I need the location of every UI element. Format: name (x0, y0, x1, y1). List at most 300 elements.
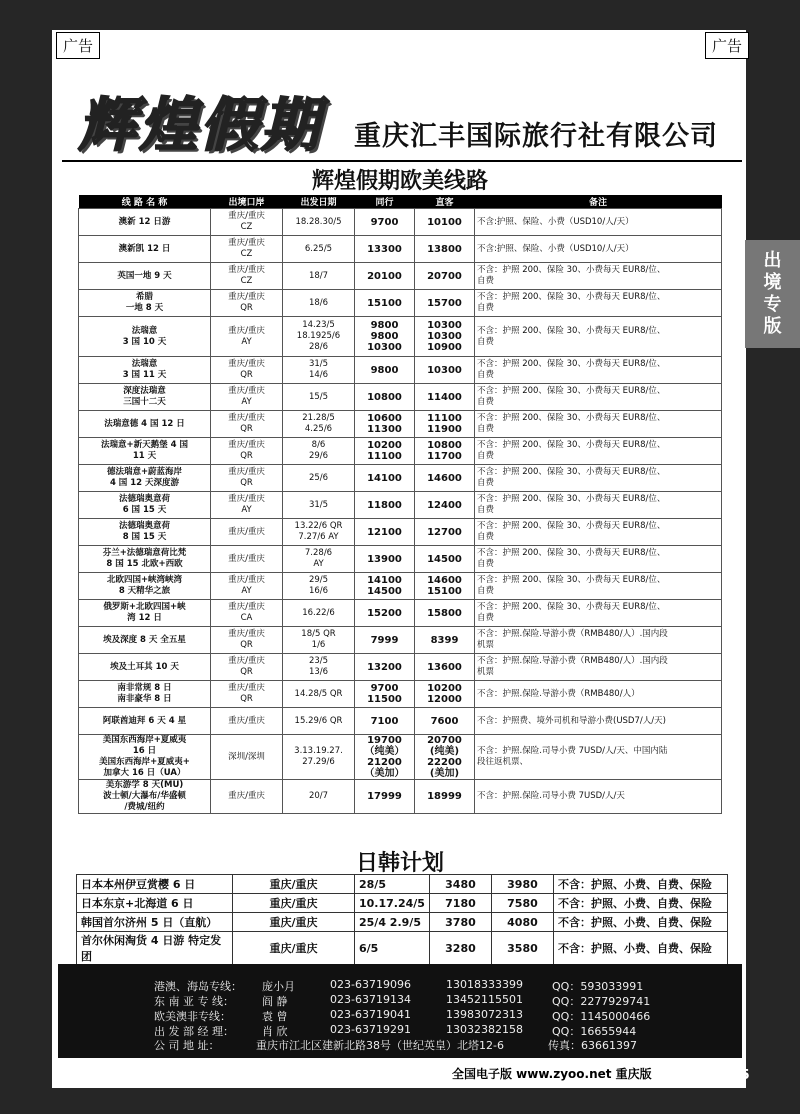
address-row (58, 1037, 742, 1053)
note-line: 不含：护照 200、保险 30、小费每天 EUR8/位、 (477, 548, 666, 558)
cell-peer (355, 290, 415, 317)
cell-dates (283, 573, 355, 600)
port-line: 重庆/重庆 (228, 602, 265, 612)
side-tab-char: 版 (763, 316, 782, 337)
route-line: 芬兰+法德瑞意荷比梵 (102, 548, 187, 558)
col-header-dates: 出发日期 (283, 195, 355, 209)
note-line: 不含：护照 200、保险 30、小费每天 EUR8/位、 (477, 440, 666, 450)
note-line: 自费 (477, 505, 495, 515)
cell-peer (355, 573, 415, 600)
cell-port (211, 357, 283, 384)
table-row (79, 573, 722, 600)
port-line: QR (240, 451, 253, 461)
table-row (79, 519, 722, 546)
port-line: 重庆/重庆 (228, 211, 265, 221)
cell-direct (415, 681, 475, 708)
route-line: 8 国 15 天 (122, 532, 167, 542)
peer-line: 9800 (370, 331, 399, 342)
direct-line: 11100 (427, 413, 462, 424)
side-tab-char: 出 (763, 250, 782, 271)
table-row (77, 932, 728, 965)
cell-port (211, 263, 283, 290)
cell-note (475, 290, 722, 317)
cell-peer (355, 465, 415, 492)
address-value: 重庆市江北区建新北路38号（世纪英皇）北塔12-6 (256, 1039, 504, 1052)
cell-route (79, 519, 211, 546)
dates-line: 7.28/6 (304, 548, 333, 558)
cell-dates (283, 465, 355, 492)
port-line: 重庆/重庆 (228, 494, 265, 504)
cell-direct (415, 546, 475, 573)
port-line: 深圳/深圳 (228, 751, 265, 762)
contact-mobile: 13018333399 (446, 978, 523, 991)
cell-port (211, 492, 283, 519)
direct-line: 12000 (427, 694, 462, 705)
jk-table-body (77, 875, 728, 965)
port-line: 重庆/重庆 (228, 265, 265, 275)
note-line: 机票 (477, 667, 495, 677)
cell-route (79, 627, 211, 654)
table-row (79, 384, 722, 411)
route-line: 一地 8 天 (125, 303, 164, 313)
note-line: 不含:护照、保险、小费（USD10/人/天） (477, 216, 634, 227)
euro-section-title: 辉煌假期欧美线路 (311, 169, 488, 194)
table-row (79, 263, 722, 290)
cell-route: 首尔休闲淘货 4 日游 特定发团 (77, 932, 233, 965)
route-line: 南非常规 8 日 (117, 683, 172, 693)
route-line: 加拿大 16 日（UA） (103, 768, 186, 778)
route-line: 深度法瑞意 (123, 386, 166, 396)
cell-peer (355, 780, 415, 814)
port-line: 重庆/重庆 (228, 413, 265, 423)
contact-line: 欧美澳非专线： (154, 1010, 231, 1023)
contact-row (58, 993, 742, 1009)
cell-dates (283, 209, 355, 236)
col-header-note: 备注 (475, 195, 722, 209)
contact-panel (58, 964, 742, 1058)
contact-name: 庞小月 (262, 980, 295, 993)
route-line: 埃及土耳其 10 天 (110, 661, 179, 672)
cell-direct (415, 465, 475, 492)
jk-routes-table (76, 874, 728, 965)
peer-line: 15100 (367, 297, 402, 309)
note-line: 不含：护照 200、保险 30、小费每天 EUR8/位、 (477, 325, 666, 336)
cell-dates (283, 708, 355, 735)
contact-phone: 023-63719041 (330, 1008, 411, 1021)
note-line: 不含：护照.保险.导游小费（RMB480/人） (477, 688, 640, 699)
cell-route (79, 411, 211, 438)
fax-number: 传真：63661397 (548, 1039, 637, 1052)
route-line: 6 国 15 天 (122, 505, 167, 515)
cell-route (79, 780, 211, 814)
direct-line: 10800 (427, 440, 462, 451)
direct-line: 10100 (427, 216, 462, 228)
table-row (79, 654, 722, 681)
cell-peer (355, 546, 415, 573)
cell-direct (415, 317, 475, 357)
euro-routes-table (78, 195, 722, 814)
cell-port (211, 236, 283, 263)
dates-line: 16.22/6 (302, 607, 335, 618)
cell-port (211, 411, 283, 438)
brand-logo: 辉煌假期 (78, 91, 323, 159)
cell-note (475, 654, 722, 681)
peer-line: 11100 (367, 451, 402, 462)
direct-line: 14600 (427, 575, 462, 586)
peer-line: 14500 (367, 586, 402, 597)
note-line: 不含：护照 200、保险 30、小费每天 EUR8/位、 (477, 602, 666, 612)
route-line: 3 国 10 天 (122, 336, 167, 347)
route-line: 俄罗斯+北欧四国+峡 (103, 602, 186, 612)
cell-direct: 3580 (491, 932, 553, 965)
route-line: 法瑞意 (131, 359, 158, 369)
cell-note (475, 317, 722, 357)
peer-line: 13300 (367, 243, 402, 255)
cell-route (79, 384, 211, 411)
peer-line: 14100 (367, 575, 402, 586)
peer-line: 9800 (370, 364, 399, 376)
table-row (79, 627, 722, 654)
note-line: 自费 (477, 397, 495, 407)
cell-peer (355, 735, 415, 780)
table-row (79, 290, 722, 317)
note-line: 不含：护照.保险.司导小费 7USD/人/天 (477, 791, 625, 801)
address-label: 公 司 地 址： (154, 1039, 220, 1052)
direct-line: 22200 (427, 757, 462, 768)
route-line: 南非豪华 8 日 (117, 694, 172, 704)
jk-section-title: 日韩计划 (355, 851, 444, 876)
note-line: 不含：护照 200、保险 30、小费每天 EUR8/位、 (477, 467, 666, 477)
note-line: 机票 (477, 640, 495, 650)
cell-peer (355, 317, 415, 357)
cell-dates (283, 654, 355, 681)
col-header-port: 出境口岸 (211, 195, 283, 209)
direct-line: 10300 (427, 364, 462, 376)
cell-peer: 3480 (429, 875, 491, 894)
note-line: 段往返机票、 (477, 757, 529, 767)
cell-route (79, 263, 211, 290)
port-line: QR (240, 694, 253, 704)
cell-port (211, 627, 283, 654)
port-line: CZ (240, 222, 253, 232)
route-line: 波士顿/大瀑布/华盛顿 (103, 791, 186, 801)
contact-mobile: 13452115501 (446, 993, 523, 1006)
table-row (79, 357, 722, 384)
dates-line: 18.1925/6 (296, 331, 341, 341)
table-header-row (79, 195, 722, 209)
cell-port (211, 465, 283, 492)
cell-dates (283, 384, 355, 411)
direct-line: 15800 (427, 607, 462, 619)
direct-line: 18999 (427, 791, 462, 802)
cell-dates (283, 780, 355, 814)
table-row (79, 236, 722, 263)
cell-dates (283, 600, 355, 627)
company-name: 重庆汇丰国际旅行社有限公司 (354, 121, 718, 152)
dates-line: 16/6 (308, 586, 329, 596)
cell-route (79, 681, 211, 708)
route-line: 11 天 (132, 451, 157, 461)
cell-note (475, 209, 722, 236)
cell-route (79, 573, 211, 600)
cell-note (475, 465, 722, 492)
contact-qq: QQ：2277929741 (552, 995, 651, 1008)
cell-route (79, 465, 211, 492)
port-line: QR (240, 640, 253, 650)
cell-peer: 7180 (429, 894, 491, 913)
table-row (79, 209, 722, 236)
peer-line: 9800 (370, 320, 399, 331)
col-header-route: 线 路 名 称 (79, 195, 211, 209)
route-line: 8 天精华之旅 (118, 586, 171, 596)
cell-peer (355, 492, 415, 519)
cell-port (211, 384, 283, 411)
port-line: 重庆/重庆 (228, 715, 265, 726)
cell-dates: 28/5 (355, 875, 430, 894)
note-line: 自费 (477, 586, 495, 596)
cell-peer (355, 438, 415, 465)
note-line: 不含：护照费、境外司机和导游小费(USD7/人/天) (477, 715, 666, 726)
port-line: 重庆/重庆 (228, 629, 265, 639)
cell-dates (283, 317, 355, 357)
route-line: 希腊 (135, 292, 153, 302)
cell-direct (415, 600, 475, 627)
dates-line: 1/6 (311, 640, 326, 650)
cell-direct (415, 735, 475, 780)
peer-line: 7100 (370, 715, 399, 727)
dates-line: 20/7 (308, 791, 329, 801)
direct-line: 13800 (427, 243, 462, 255)
cell-note (475, 492, 722, 519)
peer-line: （美加） (364, 768, 405, 779)
route-line: 法瑞意德 4 国 12 日 (104, 418, 185, 429)
direct-line: 11700 (427, 451, 462, 462)
note-line: 不含：护照 200、保险 30、小费每天 EUR8/位、 (477, 359, 666, 369)
cell-dates (283, 290, 355, 317)
cell-peer (355, 263, 415, 290)
peer-line: 11500 (367, 694, 402, 705)
dates-line: 31/5 (308, 359, 329, 369)
cell-direct (415, 438, 475, 465)
contact-line: 出 发 部 经 理： (154, 1025, 234, 1038)
note-line: 自费 (477, 478, 495, 488)
cell-dates (283, 519, 355, 546)
note-line: 自费 (477, 532, 495, 542)
table-row (77, 913, 728, 932)
cell-direct (415, 236, 475, 263)
side-tab-char: 专 (763, 294, 782, 315)
port-line: AY (241, 397, 252, 407)
cell-note (475, 411, 722, 438)
dates-line: 29/5 (308, 575, 329, 585)
cell-direct (415, 411, 475, 438)
cell-note (475, 573, 722, 600)
cell-peer: 3780 (429, 913, 491, 932)
cell-port (211, 438, 283, 465)
contact-row (58, 1008, 742, 1024)
cell-route (79, 708, 211, 735)
direct-line: 13600 (427, 661, 462, 673)
route-line: /费城/纽约 (124, 802, 165, 812)
contact-qq: QQ：16655944 (552, 1025, 637, 1038)
col-header-direct: 直客 (415, 195, 475, 209)
direct-line: 8399 (430, 634, 459, 646)
cell-dates (283, 236, 355, 263)
table-row (79, 317, 722, 357)
contact-mobile: 13032382158 (446, 1023, 523, 1036)
cell-port: 重庆/重庆 (233, 894, 355, 913)
table-row (79, 411, 722, 438)
route-line: 湾 12 日 (127, 613, 162, 623)
route-line: 美东游学 8 天(MU) (105, 780, 184, 790)
peer-line: 14100 (367, 472, 402, 484)
cell-port (211, 735, 283, 780)
cell-port (211, 573, 283, 600)
route-line: 4 国 12 天深度游 (109, 478, 180, 488)
route-line: 埃及深度 8 天 全五星 (103, 634, 186, 645)
peer-line: 17999 (367, 791, 402, 802)
route-line: 8 国 15 北欧+西欧 (106, 559, 183, 569)
cell-note (475, 681, 722, 708)
direct-line: 10300 (427, 320, 462, 331)
dates-line: 28/6 (308, 342, 329, 352)
dates-line: 6.25/5 (304, 243, 333, 254)
cell-route (79, 492, 211, 519)
cell-port (211, 546, 283, 573)
cell-direct (415, 357, 475, 384)
peer-line: 7999 (370, 634, 399, 646)
side-tab-char: 境 (763, 272, 782, 293)
peer-line: 11300 (367, 424, 402, 435)
table-row (79, 546, 722, 573)
ad-label-left: 广告 (56, 32, 100, 59)
ad-label-right: 广告 (705, 32, 749, 59)
cell-peer (355, 654, 415, 681)
edition-footer: 全国电子版 www.zyoo.net 重庆版 (448, 1064, 656, 1083)
dates-line: 14/6 (308, 370, 329, 380)
port-line: 重庆/重庆 (228, 553, 265, 564)
port-line: AY (241, 505, 252, 515)
cell-dates: 10.17.24/5 (355, 894, 430, 913)
port-line: AY (241, 336, 252, 347)
cell-direct (415, 209, 475, 236)
note-line: 自费 (477, 303, 495, 313)
peer-line: 9700 (370, 216, 399, 228)
cell-port (211, 654, 283, 681)
cell-note (475, 263, 722, 290)
contact-phone: 023-63719291 (330, 1023, 411, 1036)
note-line: 不含：护照.保险.导游小费（RMB480/人）.国内段 (477, 629, 668, 639)
cell-port (211, 780, 283, 814)
dates-line: 18.28.30/5 (295, 216, 342, 227)
note-line: 自费 (477, 336, 495, 347)
cell-dates (283, 492, 355, 519)
direct-line: 11900 (427, 424, 462, 435)
route-line: 英国一地 9 天 (117, 270, 172, 281)
peer-line: 10600 (367, 413, 402, 424)
cell-route (79, 546, 211, 573)
peer-line: 13900 (367, 553, 402, 565)
direct-line: (美加) (429, 768, 460, 779)
note-line: 自费 (477, 276, 495, 286)
note-line: 不含：护照 200、保险 30、小费每天 EUR8/位、 (477, 292, 666, 302)
dates-line: 15/5 (308, 391, 329, 402)
route-line: 北欧四国+峡湾峡湾 (106, 575, 183, 585)
direct-line: 12700 (427, 526, 462, 538)
dates-line: 29/6 (308, 451, 329, 461)
direct-line: 7600 (430, 715, 459, 727)
cell-note: 不含：护照、小费、自费、保险 (553, 894, 727, 913)
dates-line: 7.27/6 AY (298, 532, 339, 542)
port-line: QR (240, 478, 253, 488)
contact-phone: 023-63719134 (330, 993, 411, 1006)
peer-line: （纯美） (364, 746, 405, 757)
cell-direct: 7580 (491, 894, 553, 913)
cell-dates: 6/5 (355, 932, 430, 965)
peer-line: 20100 (367, 270, 402, 282)
route-line: 澳新 12 日游 (118, 216, 171, 227)
cell-route (79, 600, 211, 627)
table-row (79, 735, 722, 780)
route-line: 3 国 11 天 (122, 370, 167, 380)
peer-line: 15200 (367, 607, 402, 619)
note-line: 不含：护照 200、保险 30、小费每天 EUR8/位、 (477, 521, 666, 531)
dates-line: 4.25/6 (304, 424, 333, 434)
cell-peer (355, 384, 415, 411)
cell-note: 不含：护照、小费、自费、保险 (553, 932, 727, 965)
note-line: 自费 (477, 613, 495, 623)
note-line: 不含：护照.保险.导游小费（RMB480/人）.国内段 (477, 656, 668, 666)
dates-line: 8/6 (311, 440, 326, 450)
cell-direct (415, 654, 475, 681)
cell-note (475, 546, 722, 573)
direct-line: 10300 (427, 331, 462, 342)
note-line: 自费 (477, 370, 495, 380)
cell-route (79, 438, 211, 465)
direct-line: 10200 (427, 683, 462, 694)
cell-peer: 3280 (429, 932, 491, 965)
port-line: 重庆/重庆 (228, 683, 265, 693)
dates-line: 21.28/5 (302, 413, 335, 423)
route-line: 澳新凯 12 日 (118, 243, 171, 254)
port-line: QR (240, 370, 253, 380)
port-line: CA (240, 613, 253, 623)
peer-line: 11800 (367, 499, 402, 511)
cell-note (475, 357, 722, 384)
cell-dates (283, 546, 355, 573)
cell-direct (415, 573, 475, 600)
cell-dates (283, 263, 355, 290)
dates-line: 14.23/5 (302, 320, 335, 330)
note-line: 自费 (477, 559, 495, 569)
table-row (79, 465, 722, 492)
contact-name: 袁 曾 (262, 1010, 288, 1023)
peer-line: 19700 (367, 735, 402, 746)
route-line: 法瑞意 (131, 325, 158, 336)
cell-port: 重庆/重庆 (233, 932, 355, 965)
peer-line: 21200 (367, 757, 402, 768)
dates-line: 23/5 (308, 656, 329, 666)
table-row (79, 600, 722, 627)
cell-port: 重庆/重庆 (233, 875, 355, 894)
cell-route (79, 654, 211, 681)
table-row (79, 681, 722, 708)
peer-line: 10200 (367, 440, 402, 451)
euro-table-body (79, 209, 722, 814)
port-line: QR (240, 424, 253, 434)
cell-route: 韩国首尔济州 5 日（直航） (77, 913, 233, 932)
peer-line: 12100 (367, 526, 402, 538)
